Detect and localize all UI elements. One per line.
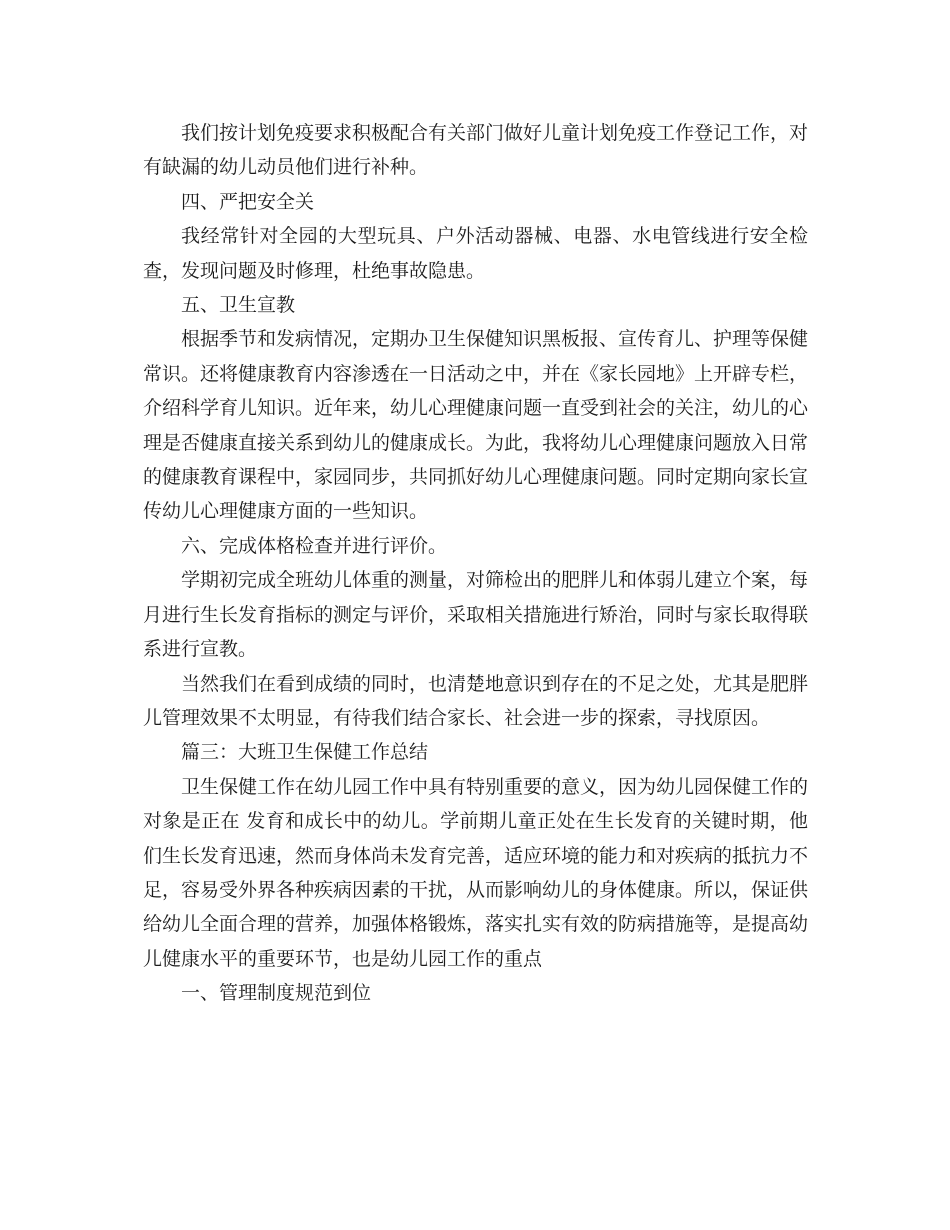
heading-part-three: 篇三：大班卫生保健工作总结 (181, 741, 429, 764)
paragraph-safety-check: 我经常针对全园的大型玩具、户外活动器械、电器、水电管线进行安全检查，发现问题及时修理，杜绝事故隐患。 (143, 225, 808, 282)
heading-safety: 四、严把安全关 (181, 190, 315, 213)
paragraph-shortcomings: 当然我们在看到成绩的同时，也清楚地意识到存在的不足之处，尤其是肥胖儿管理效果不太明显，有待我们结合家长、社会进一步的探索，寻找原因。 (143, 672, 809, 729)
document-body (143, 116, 808, 1011)
paragraph-physical-exam: 学期初完成全班幼儿体重的测量，对筛检出的肥胖儿和体弱儿建立个案，每月进行生长发育指标的测定与评价，采取相关措施进行矫治，同时与家长取得联系进行宣教。 (143, 569, 809, 661)
paragraph-health-work-importance: 卫生保健工作在幼儿园工作中具有特别重要的意义，因为幼儿园保健工作的对象是正在 发育和成长中的幼儿。学前期儿童正处在生长发育的关键时期，他们生长发育迅速，然而身体尚未发育完善，适应环境的能力和对疾病的抵抗力不足，容易受外界各种疾病因素的干扰，从而影响幼儿的身体健康。所以，保证供给幼儿全面合理的营养，加强体格锻炼，落实扎实有效的防病措施等，是提高幼儿健康水平的重要环节，也是幼儿园工作的重点 (143, 775, 809, 970)
paragraph-health-education: 根据季节和发病情况，定期办卫生保健知识黑板报、宣传育儿、护理等保健常识。还将健康教育内容渗透在一日活动之中，并在《家长园地》上开辟专栏，介绍科学育儿知识。近年来，幼儿心理健康问题一直受到社会的关注，幼儿的心理是否健康直接关系到幼儿的健康成长。为此，我将幼儿心理健康问题放入日常的健康教育课程中，家园同步，共同抓好幼儿心理健康问题。同时定期向家长宣传幼儿心理健康方面的一些知识。 (143, 328, 809, 523)
paragraph-immunization: 我们按计划免疫要求积极配合有关部门做好儿童计划免疫工作登记工作，对有缺漏的幼儿动员他们进行补种。 (143, 122, 809, 179)
heading-health-education: 五、卫生宣教 (181, 294, 296, 317)
heading-management-system: 一、管理制度规范到位 (181, 982, 372, 1005)
heading-physical-exam: 六、完成体格检查并进行评价。 (181, 534, 448, 557)
